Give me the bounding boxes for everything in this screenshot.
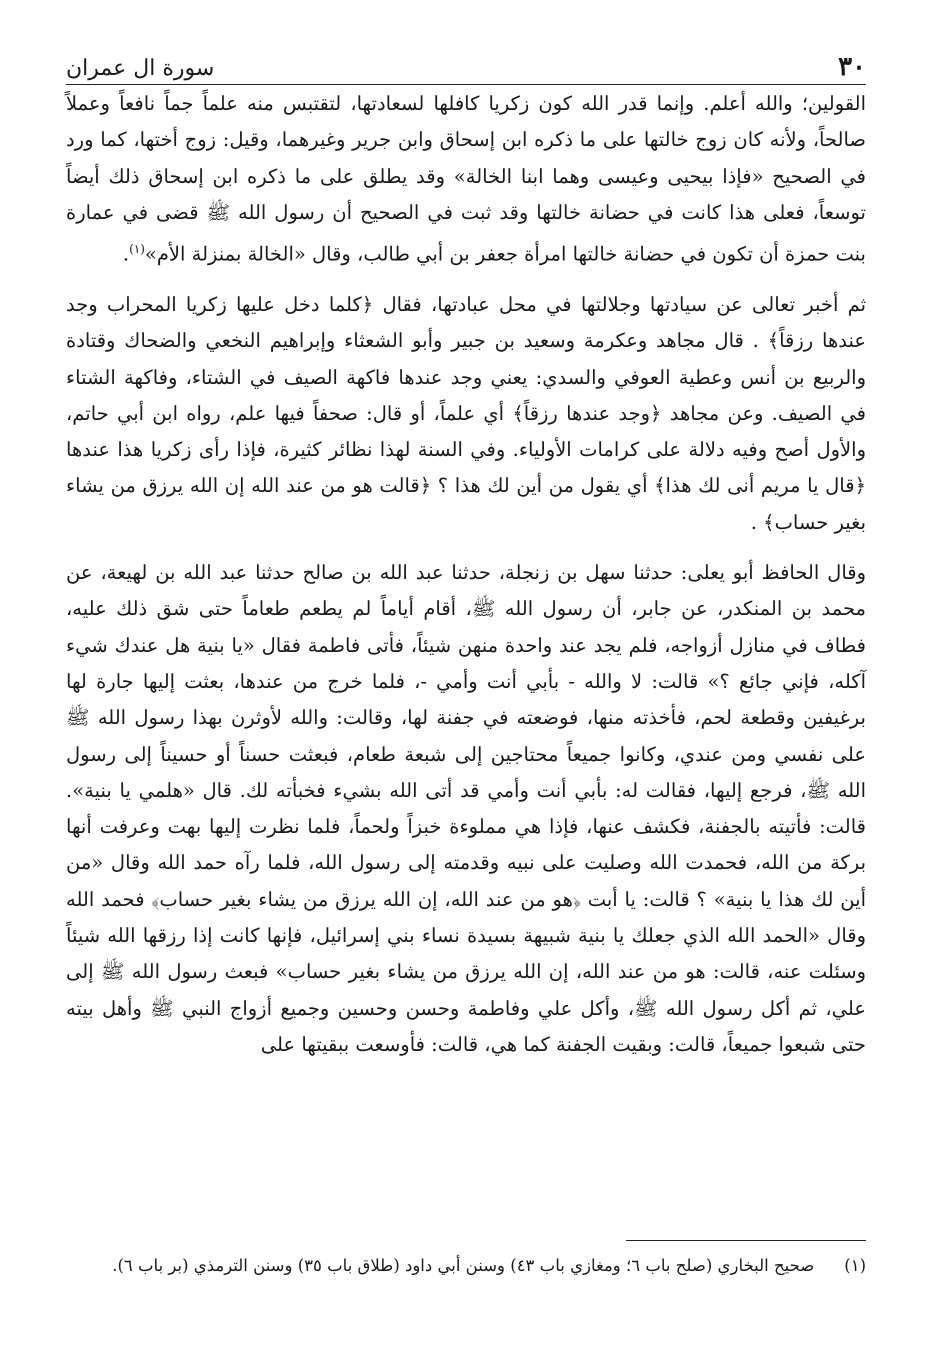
paragraph-1-text: القولين؛ والله أعلم. وإنما قدر الله كون زكريا كافلها لسعادتها، لتقتبس منه علماً جماً نافعاً وعملاً صالحاً، ولأنه كان زوج خالتها على ما ذكره ابن إسحاق وابن جرير وغيرهما، وقيل: زوج أختها، كما ورد في الصحيح «فإذا بيحيى وعيسى وهما ابنا الخالة» وقد يطلق على ما ذكره ابن إسحاق ذلك أيضاً توسعاً، فعلى هذا كانت في حضانة خالتها وقد ثبت في الصحيح أن رسول الله ﷺ قضى في عمارة بنت حمزة أن تكون في حضانة خالتها امرأة جعفر بن أبي طالب، وقال «الخالة بمنزلة الأم» [66, 92, 866, 266]
footnote-number: (١) [844, 1256, 866, 1275]
footnote-1 [66, 1250, 866, 1282]
running-header [66, 24, 866, 85]
footnote-divider [626, 1240, 866, 1241]
paragraph-1: القولين؛ والله أعلم. وإنما قدر الله كون زكريا كافلها لسعادتها، لتقتبس منه علماً جماً نافعاً وعملاً صالحاً، ولأنه كان زوج خالتها على ما ذكره ابن إسحاق وابن جرير وغيرهما، وقيل: زوج أختها، كما ورد في الصحيح «فإذا بيحيى وعيسى وهما ابنا الخالة» وقد يطلق على ما ذكره ابن إسحاق ذلك أيضاً توسعاً، فعلى هذا كانت في حضانة خالتها وقد ثبت في الصحيح أن رسول الله ﷺ قضى في عمارة بنت حمزة أن تكون في حضانة خالتها امرأة جعفر بن أبي طالب، وقال «الخالة بمنزلة الأم»$^{(١)}$. [66, 92, 866, 266]
page-number: ٣٠ [838, 52, 866, 82]
paragraph-2: ثم أخبر تعالى عن سيادتها وجلالتها في محل عبادتها، فقال ﴿كلما دخل عليها زكريا المحراب وجد عندها رزقاً﴾ . قال مجاهد وعكرمة وسعيد بن جبير وأبو الشعثاء وإبراهيم النخعي والضحاك وقتادة والربيع بن أنس وعطية العوفي والسدي: يعني وجد عندها فاكهة الصيف في الشتاء، وفاكهة الشتاء في الصيف. وعن مجاهد ﴿وجد عندها رزقاً﴾ أي علماً، أو قال: صحفاً فيها علم، رواه ابن أبي حاتم، والأول أصح وفيه دلالة على كرامات الأولياء. وفي السنة لهذا نظائر كثيرة، فإذا رأى زكريا هذا عندها ﴿قال يا مريم أنى لك هذا﴾ أي يقول من أين لك هذا ؟ ﴿قالت هو من عند الله إن الله يرزق من يشاء بغير حساب﴾ . [66, 292, 866, 534]
paragraph-3: وقال الحافظ أبو يعلى: حدثنا سهل بن زنجلة، حدثنا عبد الله بن صالح حدثنا عبد الله بن لهيعة، عن محمد بن المنكدر، عن جابر، أن رسول الله ﷺ، أقام أياماً لم يطعم طعاماً حتى شق ذلك عليه، فطاف في منازل أزواجه، فلم يجد عند واحدة منهن شيئاً، فأتى فاطمة فقال «يا بنية هل عندك شيء آكله، فإني جائع ؟» قالت: لا والله - بأبي أنت وأمي -، فلما خرج من عندها، بعثت إليها جارة لها برغيفين وقطعة لحم، فأخذته منها، فوضعته في جفنة لها، وقالت: والله لأوثرن بهذا رسول الله ﷺ على نفسي ومن عندي، وكانوا جميعاً محتاجين إلى شبعة طعام، فبعثت حسناً أو حسيناً إلى رسول الله ﷺ، فرجع إليها، فقالت له: بأبي أنت وأمي قد أتى الله بشيء فخبأته لك. قال «هلمي يا بنية». قالت: فأتيته بالجفنة، فكشف عنها، فإذا هي مملوءة خبزاً ولحماً، فلما نظرت إليها بهت وعرفت أنها بركة من الله، فحمدت الله وصليت على نبيه وقدمته إلى رسول الله، فلما رآه حمد الله وقال «من أين لك هذا يا بنية» ؟ قالت: يا أبت ﴿هو من عند الله، إن الله يرزق من يشاء بغير حساب﴾ فحمد الله وقال «الحمد الله الذي جعلك يا بنية شبيهة بسيدة نساء بني إسرائيل، فإنها كانت إذا رزقها الله شيئاً وسئلت عنه، قالت: هو من عند الله، إن الله يرزق من يشاء بغير حساب» فبعث رسول الله ﷺ إلى علي، ثم أكل رسول الله ﷺ، وأكل علي وفاطمة وحسن وحسين وجميع أزواج النبي ﷺ وأهل بيته حتى شبعوا جميعاً، قالت: وبقيت الجفنة كما هي، قالت: فأوسعت ببقيتها على [66, 561, 866, 1056]
footnotes [66, 1250, 866, 1282]
book-page [66, 24, 866, 1344]
footnote-text: صحيح البخاري (صلح باب ٦؛ ومغازي باب ٤٣) وسنن أبي داود (طلاق باب ٣٥) وسنن الترمذي (بر باب ٦). [112, 1256, 815, 1275]
footnote-reference: (١) [129, 242, 145, 257]
body-text [66, 86, 866, 1063]
surah-title: سورة ال عمران [66, 56, 215, 81]
